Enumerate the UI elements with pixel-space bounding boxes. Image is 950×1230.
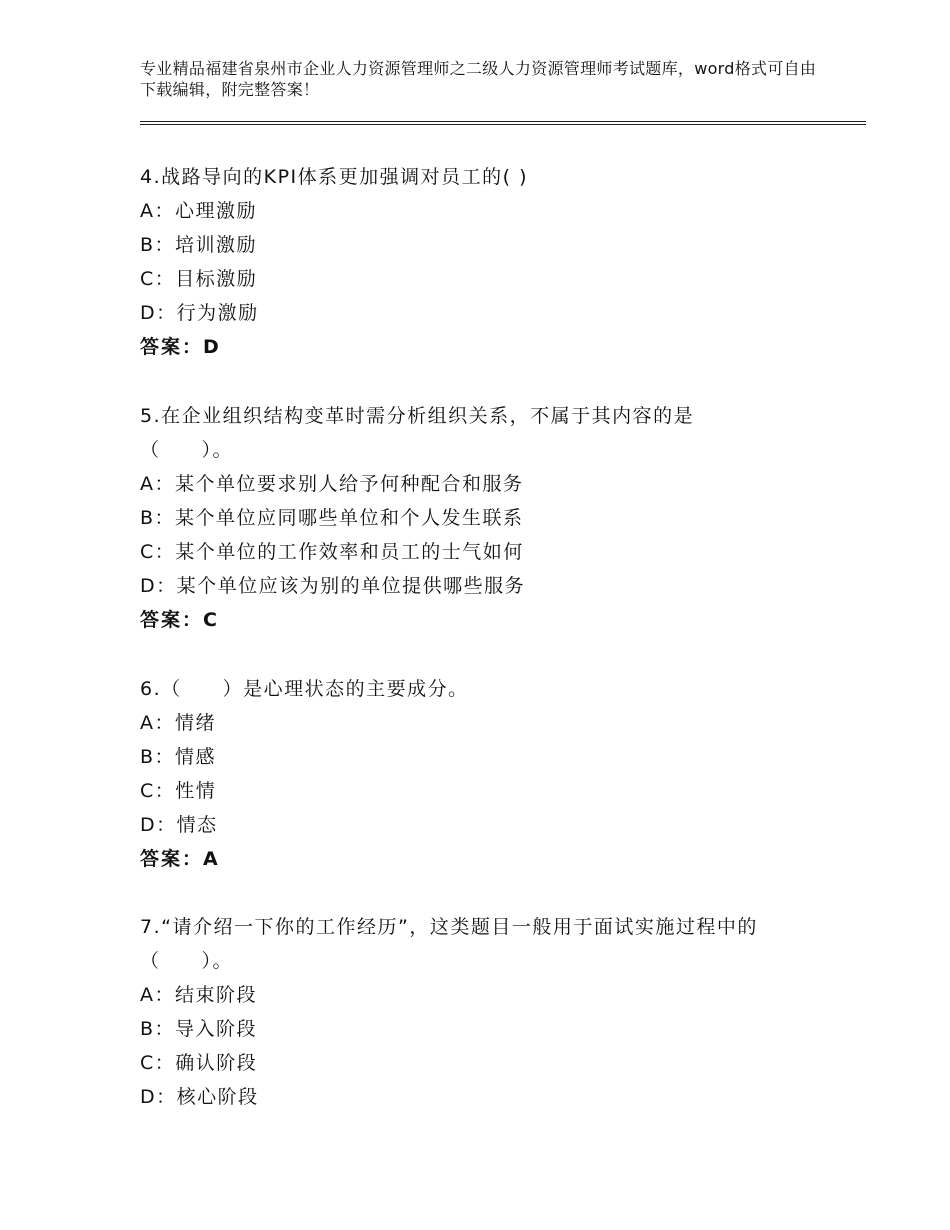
question-stem: 4.战路导向的KPI体系更加强调对员工的( ) bbox=[140, 166, 529, 188]
question-4 bbox=[140, 160, 840, 364]
document-header: 专业精品福建省泉州市企业人力资源管理师之二级人力资源管理师考试题库，word格式可自由下载编辑，附完整答案！ bbox=[140, 59, 817, 99]
header-divider-bottom bbox=[140, 124, 866, 125]
option-b: B：情感 bbox=[140, 746, 217, 768]
option-d: D：核心阶段 bbox=[140, 1086, 259, 1108]
option-a: A：结束阶段 bbox=[140, 984, 257, 1006]
question-7 bbox=[140, 910, 800, 1114]
option-d: D：某个单位应该为别的单位提供哪些服务 bbox=[140, 575, 526, 597]
question-5 bbox=[140, 399, 740, 637]
answer: 答案：D bbox=[140, 336, 221, 358]
option-c: C：性情 bbox=[140, 780, 217, 802]
option-c: C：某个单位的工作效率和员工的士气如何 bbox=[140, 541, 524, 563]
option-a: A：心理激励 bbox=[140, 200, 257, 222]
option-c: C：目标激励 bbox=[140, 268, 258, 290]
answer: 答案：C bbox=[140, 609, 219, 631]
option-b: B：某个单位应同哪些单位和个人发生联系 bbox=[140, 507, 524, 529]
question-stem: 7.“请介绍一下你的工作经历”，这类题目一般用于面试实施过程中的（ ）。 bbox=[140, 916, 758, 972]
question-stem: 5.在企业组织结构变革时需分析组织关系，不属于其内容的是（ ）。 bbox=[140, 405, 695, 461]
question-stem: 6.（ ）是心理状态的主要成分。 bbox=[140, 678, 469, 700]
question-6 bbox=[140, 672, 840, 876]
header-divider-top bbox=[140, 121, 866, 122]
option-a: A：情绪 bbox=[140, 712, 216, 734]
option-d: D：行为激励 bbox=[140, 302, 259, 324]
option-b: B：导入阶段 bbox=[140, 1018, 258, 1040]
option-a: A：某个单位要求别人给予何种配合和服务 bbox=[140, 473, 524, 495]
option-b: B：培训激励 bbox=[140, 234, 258, 256]
answer: 答案：A bbox=[140, 848, 220, 870]
option-c: C：确认阶段 bbox=[140, 1052, 258, 1074]
option-d: D：情态 bbox=[140, 814, 218, 836]
